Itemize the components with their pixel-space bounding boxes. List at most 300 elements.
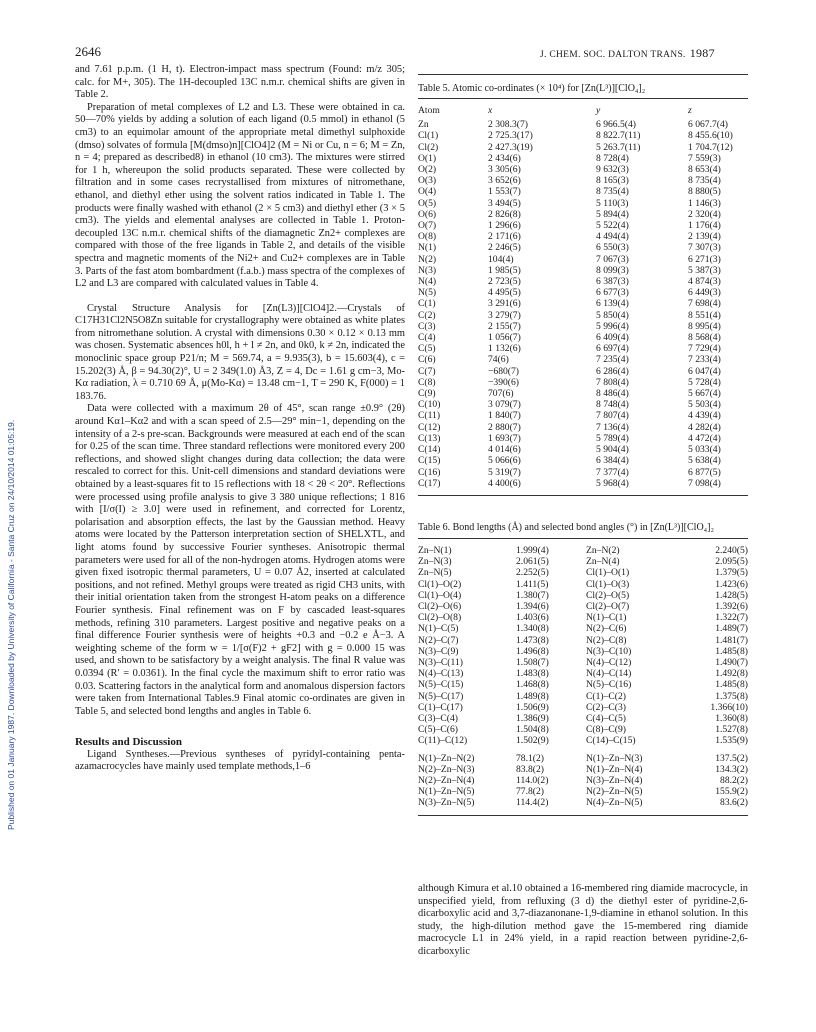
table-cell: 5 894(4) xyxy=(596,208,629,220)
table-row xyxy=(418,265,748,276)
table-cell: C(8)–C(9) xyxy=(586,724,626,736)
table-cell: 8 822.7(11) xyxy=(596,130,641,142)
table-cell: 8 099(3) xyxy=(596,264,629,276)
table-cell: 1.380(7) xyxy=(516,589,549,601)
table-row xyxy=(418,377,748,388)
table6 xyxy=(418,545,748,809)
table-cell: 1.527(8) xyxy=(715,724,748,736)
table-row xyxy=(418,343,748,354)
table-row xyxy=(418,691,748,702)
table5 xyxy=(418,105,748,489)
header-z: z xyxy=(688,105,692,116)
journal-name: J. CHEM. SOC. DALTON TRANS. xyxy=(540,50,686,60)
table-row xyxy=(418,579,748,590)
table-cell: 1.468(8) xyxy=(516,679,549,691)
table-row xyxy=(418,388,748,399)
table-cell: 2 434(6) xyxy=(488,152,521,164)
table-cell: 6 697(4) xyxy=(596,343,629,355)
table-cell: 77.8(2) xyxy=(516,786,544,798)
table-cell: 6 966.5(4) xyxy=(596,119,636,131)
table-cell: 2 246(5) xyxy=(488,242,521,254)
table-cell: Cl(2)–O(5) xyxy=(586,589,630,601)
table-row xyxy=(418,724,748,735)
table-cell: 8 995(4) xyxy=(688,320,721,332)
table-cell: N(5)–C(16) xyxy=(586,679,632,691)
table-row xyxy=(418,332,748,343)
table-row xyxy=(418,590,748,601)
table-cell: 6 409(4) xyxy=(596,332,629,344)
table-cell: 3 279(7) xyxy=(488,309,521,321)
table-cell: N(1)–Zn–N(2) xyxy=(418,752,475,764)
table-cell: 134.3(2) xyxy=(715,763,748,775)
table-cell: N(3)–C(9) xyxy=(418,645,459,657)
table-cell: N(4)–C(13) xyxy=(418,668,464,680)
table-cell: N(5)–C(17) xyxy=(418,690,464,702)
table-cell: N(4) xyxy=(418,276,437,288)
table-row xyxy=(418,702,748,713)
table-row xyxy=(418,321,748,332)
journal-year: 1987 xyxy=(689,46,715,60)
table-cell: N(2)–Zn–N(4) xyxy=(418,774,475,786)
table-cell: 1 296(6) xyxy=(488,220,521,232)
table-row xyxy=(418,209,748,220)
table-cell: 1.535(9) xyxy=(715,735,748,747)
table-cell: Cl(2) xyxy=(418,141,439,153)
table-cell: N(1)–C(5) xyxy=(418,623,459,635)
table-cell: 8 880(5) xyxy=(688,186,721,198)
table-cell: 2 155(7) xyxy=(488,320,521,332)
table-row xyxy=(418,797,748,808)
table-cell: 5 996(4) xyxy=(596,320,629,332)
table6-bottom-rule xyxy=(418,815,748,816)
table-cell: N(2)–C(8) xyxy=(586,634,627,646)
table-cell: 2 139(4) xyxy=(688,231,721,243)
table-row xyxy=(418,612,748,623)
table-cell: 83.6(2) xyxy=(720,797,748,809)
table-cell: C(1)–C(2) xyxy=(586,690,626,702)
table-cell: 4 472(4) xyxy=(688,432,721,444)
table-cell: 78.1(2) xyxy=(516,752,544,764)
table-cell: 1 146(3) xyxy=(688,197,721,209)
table-cell: 4 494(4) xyxy=(596,231,629,243)
table-cell: 1.403(6) xyxy=(516,612,549,624)
table-cell: O(2) xyxy=(418,164,437,176)
table-row xyxy=(418,623,748,634)
table-cell: 1 553(7) xyxy=(488,186,521,198)
table-row xyxy=(418,198,748,209)
table-cell: C(4) xyxy=(418,332,436,344)
table-cell: Zn xyxy=(418,119,429,131)
table-cell: 1.485(8) xyxy=(715,679,748,691)
table-cell: 1.489(8) xyxy=(516,690,549,702)
table-cell: N(2)–C(6) xyxy=(586,623,627,635)
table-cell: 2.095(5) xyxy=(715,556,748,568)
table-cell: 1.394(6) xyxy=(516,600,549,612)
table-cell: 7 377(4) xyxy=(596,466,629,478)
table-cell: 5 904(4) xyxy=(596,444,629,456)
table-cell: Zn–N(2) xyxy=(586,544,620,556)
table-cell: C(4)–C(5) xyxy=(586,712,626,724)
table-cell: 88.2(2) xyxy=(720,774,748,786)
table-cell: N(4)–C(14) xyxy=(586,668,632,680)
table-cell: 2.240(5) xyxy=(715,544,748,556)
table-cell: 7 729(4) xyxy=(688,343,721,355)
table-row xyxy=(418,478,748,489)
table-cell: 104(4) xyxy=(488,253,514,265)
table-cell: N(3)–C(11) xyxy=(418,656,463,668)
table-cell: 1.508(7) xyxy=(516,656,549,668)
table-cell: 8 568(4) xyxy=(688,332,721,344)
table-cell: 3 652(6) xyxy=(488,175,521,187)
table-cell: 6 550(3) xyxy=(596,242,629,254)
table-cell: 1.428(5) xyxy=(715,589,748,601)
table-cell: 2 171(6) xyxy=(488,231,521,243)
table-cell: Cl(2)–O(8) xyxy=(418,612,462,624)
table-cell: 1.366(10) xyxy=(710,701,748,713)
section-heading: Results and Discussion xyxy=(75,736,182,749)
table-cell: 1.489(7) xyxy=(715,623,748,635)
table-cell: C(14)–C(15) xyxy=(586,735,636,747)
table-cell: 155.9(2) xyxy=(715,786,748,798)
table-row xyxy=(418,119,748,130)
table-cell: 7 808(4) xyxy=(596,376,629,388)
table-cell: 1 985(5) xyxy=(488,264,521,276)
table-cell: 4 495(5) xyxy=(488,287,521,299)
table-cell: C(11) xyxy=(418,410,441,422)
table-cell: Cl(2)–O(6) xyxy=(418,600,462,612)
table-cell: 2 320(4) xyxy=(688,208,721,220)
table-cell: 3 305(6) xyxy=(488,164,521,176)
table-cell: 707(6) xyxy=(488,388,514,400)
table-cell: 7 136(4) xyxy=(596,421,629,433)
table-cell: 3 291(6) xyxy=(488,298,521,310)
paragraph-2: Preparation of metal complexes of L2 and L3. These were obtained in ca. 50—70% yields by adding a solution of each ligand (0.5 mmol) in ethanol (5 cm3) to an equimolar amount of the appropriate metal dimethyl sulphoxide (dmso) solvates of formula [M(dmso)n][ClO4]2 (M = Ni or Cu, n = 6; M = Zn, n = 4; prepared as described8) in ethanol (10 cm3). The mixtures were stirred for 1 h, whereupon the solid products separated. These were collected by filtration and in some cases recrystallised from mixtures of nitromethane, ethanol, and diethyl ether using the solvent ratios indicated in Table 1. The products were finally washed with ethanol (2 × 5 cm3) and diethyl ether (3 × 5 cm3). The yields and elemental analyses are collected in Table 1. Proton-decoupled 13C n.m.r. chemical shifts of the diamagnetic Zn2+ complexes are compared with those of the free ligands in Table 2, and details of the visible spectra and magnetic moments of the Ni2+ and Cu2+ complexes are in Table 3. Parts of the fast atom bombardment (f.a.b.) mass spectra of the complexes of L2 and L3 are compared with calculated values in Table 4. xyxy=(75,101,405,290)
table-row xyxy=(418,679,748,690)
table-cell: Zn–N(1) xyxy=(418,544,452,556)
table-cell: 6 271(3) xyxy=(688,253,721,265)
table-row xyxy=(418,153,748,164)
table-cell: 6 387(3) xyxy=(596,276,629,288)
table-row xyxy=(418,298,748,309)
table-cell: 1.360(8) xyxy=(715,712,748,724)
table-row xyxy=(418,444,748,455)
table-cell: 7 235(4) xyxy=(596,354,629,366)
table-cell: N(1) xyxy=(418,242,437,254)
table-cell: 2.061(5) xyxy=(516,556,549,568)
table-row xyxy=(418,142,748,153)
table-cell: 8 735(4) xyxy=(596,186,629,198)
download-notice-strip xyxy=(6,150,20,830)
table-cell: 2 308.3(7) xyxy=(488,119,528,131)
table-cell: 4 400(6) xyxy=(488,477,521,489)
table5-top-rule xyxy=(418,74,748,75)
table-cell: C(15) xyxy=(418,455,441,467)
table-cell: 7 067(3) xyxy=(596,253,629,265)
table-cell: 1.322(7) xyxy=(715,612,748,624)
table-cell: O(3) xyxy=(418,175,437,187)
table-cell: Cl(1)–O(1) xyxy=(586,567,630,579)
table-cell: 83.8(2) xyxy=(516,763,544,775)
table-cell: N(2)–Zn–N(3) xyxy=(418,763,475,775)
table-cell: N(4)–C(12) xyxy=(586,656,632,668)
table-cell: 1.379(5) xyxy=(715,567,748,579)
table-cell: 2 826(8) xyxy=(488,208,521,220)
table-row xyxy=(418,753,748,764)
table-cell: N(2) xyxy=(418,253,437,265)
table-row xyxy=(418,786,748,797)
table-row xyxy=(418,713,748,724)
table-cell: 4 874(3) xyxy=(688,276,721,288)
table-cell: C(16) xyxy=(418,466,441,478)
table-row xyxy=(418,366,748,377)
download-notice[interactable]: Published on 01 January 1987. Downloaded by University of California - Santa Cruz on 24/10/2014 01:05:19. xyxy=(6,419,16,830)
table-cell: 8 165(3) xyxy=(596,175,629,187)
table-cell: Zn–N(5) xyxy=(418,567,452,579)
table-cell: 5 638(4) xyxy=(688,455,721,467)
table-cell: Cl(1)–O(4) xyxy=(418,589,462,601)
table-row xyxy=(418,399,748,410)
table-cell: 1.492(8) xyxy=(715,668,748,680)
table-cell: 1.340(8) xyxy=(516,623,549,635)
table-cell: 6 877(5) xyxy=(688,466,721,478)
table-cell: 4 014(6) xyxy=(488,444,521,456)
table-cell: N(1)–Zn–N(4) xyxy=(586,763,643,775)
table-cell: N(1)–Zn–N(5) xyxy=(418,786,475,798)
table-row xyxy=(418,657,748,668)
table-cell: C(6) xyxy=(418,354,436,366)
table-row xyxy=(418,635,748,646)
table-cell: 8 735(4) xyxy=(688,175,721,187)
table-cell: 5 319(7) xyxy=(488,466,521,478)
left-column xyxy=(75,64,405,774)
table-cell: O(7) xyxy=(418,220,437,232)
header-x: x xyxy=(488,105,493,116)
table-row xyxy=(418,175,748,186)
table-row xyxy=(418,601,748,612)
table6-caption: Table 6. Bond lengths (Å) and selected bond angles (°) in [Zn(L³)][ClO₄]₂ xyxy=(418,521,714,533)
table-cell: 5 033(4) xyxy=(688,444,721,456)
table-cell: 6 449(3) xyxy=(688,287,721,299)
table-row xyxy=(418,764,748,775)
table-cell: 5 850(4) xyxy=(596,309,629,321)
table-row xyxy=(418,545,748,556)
table-cell: 1 693(7) xyxy=(488,432,521,444)
table-cell: C(11)–C(12) xyxy=(418,735,468,747)
table-cell: C(1) xyxy=(418,298,436,310)
table-row xyxy=(418,310,748,321)
table-cell: C(5) xyxy=(418,343,436,355)
paragraph-3: Crystal Structure Analysis for [Zn(L3)][ClO4]2.—Crystals of C17H31Cl2N5O8Zn suitable for crystallography were obtained as white plates from nitromethane solution. A crystal with dimensions 0.30 × 0.12 × 0.13 mm was chosen. Systematic absences h0l, h + l ≠ 2n, and 0k0, k ≠ 2n, indicated the monoclinic space group P21/n; M = 569.74, a = 9.935(3), b = 15.603(4), c = 15.202(3) Å, β = 94.30(2)°, U = 2 349(1.0) Å3, Z = 4, Dc = 1.61 g cm−3, Mo-Kα radiation, λ = 0.710 69 Å, μ(Mo-Kα) = 13.48 cm−1, T = 290 K, F(000) = 1 183.76. xyxy=(75,302,405,402)
table-cell: Zn–N(4) xyxy=(586,556,620,568)
table-cell: Cl(1)–O(3) xyxy=(586,578,630,590)
table-cell: 1.496(8) xyxy=(516,645,549,657)
table-cell: 1.473(8) xyxy=(516,634,549,646)
table-row xyxy=(418,410,748,421)
table-row xyxy=(418,242,748,253)
table-row xyxy=(418,567,748,578)
right-column-text xyxy=(418,883,748,959)
header-atom: Atom xyxy=(418,105,440,116)
table-cell: N(5) xyxy=(418,287,437,299)
table-cell: 2 880(7) xyxy=(488,421,521,433)
table-cell: 8 551(4) xyxy=(688,309,721,321)
table-row xyxy=(418,231,748,242)
table-cell: 1.485(8) xyxy=(715,645,748,657)
table-row xyxy=(418,130,748,141)
table-row xyxy=(418,186,748,197)
table-cell: 1 704.7(12) xyxy=(688,141,733,153)
table-cell: 5 968(4) xyxy=(596,477,629,489)
table5-caption: Table 5. Atomic co-ordinates (× 10⁴) for [Zn(L³)][ClO₄]₂ xyxy=(418,83,646,94)
table-cell: C(3) xyxy=(418,320,436,332)
table-cell: 7 698(4) xyxy=(688,298,721,310)
table-cell: 6 067.7(4) xyxy=(688,119,728,131)
table-cell: C(8) xyxy=(418,376,436,388)
table-cell: 5 503(4) xyxy=(688,399,721,411)
table-row xyxy=(418,668,748,679)
table-row xyxy=(418,354,748,365)
table-row xyxy=(418,276,748,287)
table-cell: 1.423(6) xyxy=(715,578,748,590)
table-cell: N(3) xyxy=(418,264,437,276)
table-cell: Cl(2)–O(7) xyxy=(586,600,630,612)
table-cell: 1 176(4) xyxy=(688,220,721,232)
table-cell: O(5) xyxy=(418,197,437,209)
table-cell: 5 667(4) xyxy=(688,388,721,400)
table-cell: 4 282(4) xyxy=(688,421,721,433)
table-cell: N(5)–C(15) xyxy=(418,679,464,691)
table-row xyxy=(418,220,748,231)
table-cell: 1.999(4) xyxy=(516,544,549,556)
table-cell: Cl(1)–O(2) xyxy=(418,578,462,590)
table-cell: N(1)–C(1) xyxy=(586,612,627,624)
table-cell: C(2) xyxy=(418,309,436,321)
table-cell: O(4) xyxy=(418,186,437,198)
table-cell: 1.483(8) xyxy=(516,668,549,680)
table-cell: 114.4(2) xyxy=(516,797,549,809)
table-cell: N(4)–Zn–N(5) xyxy=(586,797,643,809)
table-cell: N(2)–C(7) xyxy=(418,634,459,646)
table-cell: N(3)–Zn–N(5) xyxy=(418,797,475,809)
table-cell: 6 677(3) xyxy=(596,287,629,299)
table-cell: Cl(1) xyxy=(418,130,439,142)
table-cell: 6 047(4) xyxy=(688,365,721,377)
table-cell: 8 455.6(10) xyxy=(688,130,733,142)
table-cell: C(2)–C(3) xyxy=(586,701,626,713)
table-row xyxy=(418,422,748,433)
table-cell: −680(7) xyxy=(488,365,519,377)
table-cell: 1 840(7) xyxy=(488,410,521,422)
table-cell: 6 286(4) xyxy=(596,365,629,377)
table-cell: 2 723(5) xyxy=(488,276,521,288)
table5-header-rule xyxy=(418,98,748,99)
table-cell: 1.375(8) xyxy=(715,690,748,702)
table-cell: 8 486(4) xyxy=(596,388,629,400)
table-cell: 1.490(7) xyxy=(715,656,748,668)
table5-bottom-rule xyxy=(418,495,748,496)
table-cell: 1.504(8) xyxy=(516,724,549,736)
table-cell: C(13) xyxy=(418,432,441,444)
table-row xyxy=(418,467,748,478)
table-row xyxy=(418,254,748,265)
table-cell: O(6) xyxy=(418,208,437,220)
table-cell: N(1)–Zn–N(3) xyxy=(586,752,643,764)
table-row xyxy=(418,556,748,567)
table-cell: 7 098(4) xyxy=(688,477,721,489)
table-cell: 1.481(7) xyxy=(715,634,748,646)
paragraph-right: although Kimura et al.10 obtained a 16-membered ring diamide macrocycle, in unspecified yield, from refluxing (3 d) the diethyl ester of pyridine-2,6-dicarboxylic acid and 3,7-diazanonane-1,9-diamine in ethanol solution. In this study, the high-dilution method gave the 15-membered ring diamide macrocycle L1 in 24% yield, in a rapid reaction between pyridine-2,6-dicarboxylic xyxy=(418,883,748,957)
header-y: y xyxy=(596,105,601,116)
table-cell: 1.502(9) xyxy=(516,735,549,747)
table-row xyxy=(418,646,748,657)
table-cell: 114.0(2) xyxy=(516,774,549,786)
page-number: 2646 xyxy=(75,44,101,59)
table5-header-row xyxy=(418,105,748,119)
table-cell: N(3)–C(10) xyxy=(586,645,632,657)
table-cell: 8 653(4) xyxy=(688,164,721,176)
table-cell: 8 748(4) xyxy=(596,399,629,411)
paragraph-4: Data were collected with a maximum 2θ of 45°, scan range ±0.9° (2θ) around Kα1–Kα2 and with a scan speed of 2.5—29° min−1, depending on the intensity of a 2-s pre-scan. Backgrounds were measured at each end of the scan for 0.25 of the scan time. Three standard reflections were monitored every 200 reflections, and showed slight changes during data collection; the data were rescaled to correct for this. Unit-cell dimensions and standard deviations were obtained by a least-squares fit to 15 reflections with 18 < 2θ < 20°. Reflections were processed using profile analysis to give 3 380 unique reflections; 1 816 with [I/σ(I) ≥ 3.0] were used in refinement, and corrected for Lorentz, polarisation and absorption effects, the last by the Gaussian method. Heavy atoms were located by the Patterson interpretation section of SHELXTL, and light atoms found by successive Fourier syntheses. Anisotropic thermal parameters were used for all of the non-hydrogen atoms. Hydrogen atoms were given fixed isotropic thermal parameters, U = 0.07 Å2, inserted at calculated positions, and not refined. Methyl groups were treated as rigid CH3 units, with their initial orientation taken from the strongest H-atom peaks on a difference Fourier synthesis. Final refinement was on F by cascaded least-squares methods, refining 310 parameters. Largest positive and negative peaks on a final difference Fourier synthesis were of heights +0.3 and −0.2 e Å−3. A weighting scheme of the form w = 1/[σ(F)2 + gF2] with g = 0.000 15 was used, and shown to be satisfactory by a weight analysis. The final R value was 0.0394 (R′ = 0.0361). In the final cycle the maximum shift to error ratio was 0.03. Scattering factors in the analytical form and anomalous dispersion factors were taken from International Tables.9 Final atomic co-ordinates are given in Table 5, and selected bond lengths and angles in Table 6. xyxy=(75,403,405,717)
table6-header-rule xyxy=(418,538,748,539)
journal-header xyxy=(540,46,715,61)
table-cell: 5 263.7(11) xyxy=(596,141,641,153)
table-cell: 137.5(2) xyxy=(715,752,748,764)
table-cell: 2 725.3(17) xyxy=(488,130,533,142)
table-cell: 2 427.3(19) xyxy=(488,141,533,153)
table-row xyxy=(418,455,748,466)
table-cell: 3 494(5) xyxy=(488,197,521,209)
table-cell: 1.506(9) xyxy=(516,701,549,713)
table-cell: 7 559(3) xyxy=(688,152,721,164)
table-cell: 8 728(4) xyxy=(596,152,629,164)
table-cell: C(5)–C(6) xyxy=(418,724,458,736)
table-row xyxy=(418,287,748,298)
paragraph-1: and 7.61 p.p.m. (1 H, t). Electron-impact mass spectrum (Found: m/z 305; calc. for M+, 305). The 1H-decoupled 13C n.m.r. chemical shifts are given in Table 2. xyxy=(75,64,405,101)
table-cell: 5 066(6) xyxy=(488,455,521,467)
table-cell: 6 139(4) xyxy=(596,298,629,310)
table-cell: 7 807(4) xyxy=(596,410,629,422)
table-cell: 6 384(4) xyxy=(596,455,629,467)
table-cell: 5 728(4) xyxy=(688,376,721,388)
table-cell: C(3)–C(4) xyxy=(418,712,458,724)
table-cell: 9 632(3) xyxy=(596,164,629,176)
table-row xyxy=(418,775,748,786)
table-cell: 2.252(5) xyxy=(516,567,549,579)
table-cell: 74(6) xyxy=(488,354,509,366)
table-cell: 5 522(4) xyxy=(596,220,629,232)
table-row xyxy=(418,433,748,444)
table-cell: −390(6) xyxy=(488,376,519,388)
table-cell: 5 789(4) xyxy=(596,432,629,444)
table-row xyxy=(418,164,748,175)
table-cell: 7 307(3) xyxy=(688,242,721,254)
table-cell: C(9) xyxy=(418,388,436,400)
table-cell: C(17) xyxy=(418,477,441,489)
table-cell: C(10) xyxy=(418,399,441,411)
table-cell: C(12) xyxy=(418,421,441,433)
table-cell: Zn–N(3) xyxy=(418,556,452,568)
right-column xyxy=(418,64,748,816)
table-cell: 1 056(7) xyxy=(488,332,521,344)
table-cell: 1.411(5) xyxy=(516,578,549,590)
table-cell: C(7) xyxy=(418,365,436,377)
table-cell: C(14) xyxy=(418,444,441,456)
table-cell: O(1) xyxy=(418,152,437,164)
table-cell: 5 110(3) xyxy=(596,197,629,209)
table-cell: 1.386(9) xyxy=(516,712,549,724)
table-cell: 1 132(6) xyxy=(488,343,521,355)
table-cell: C(1)–C(17) xyxy=(418,701,463,713)
